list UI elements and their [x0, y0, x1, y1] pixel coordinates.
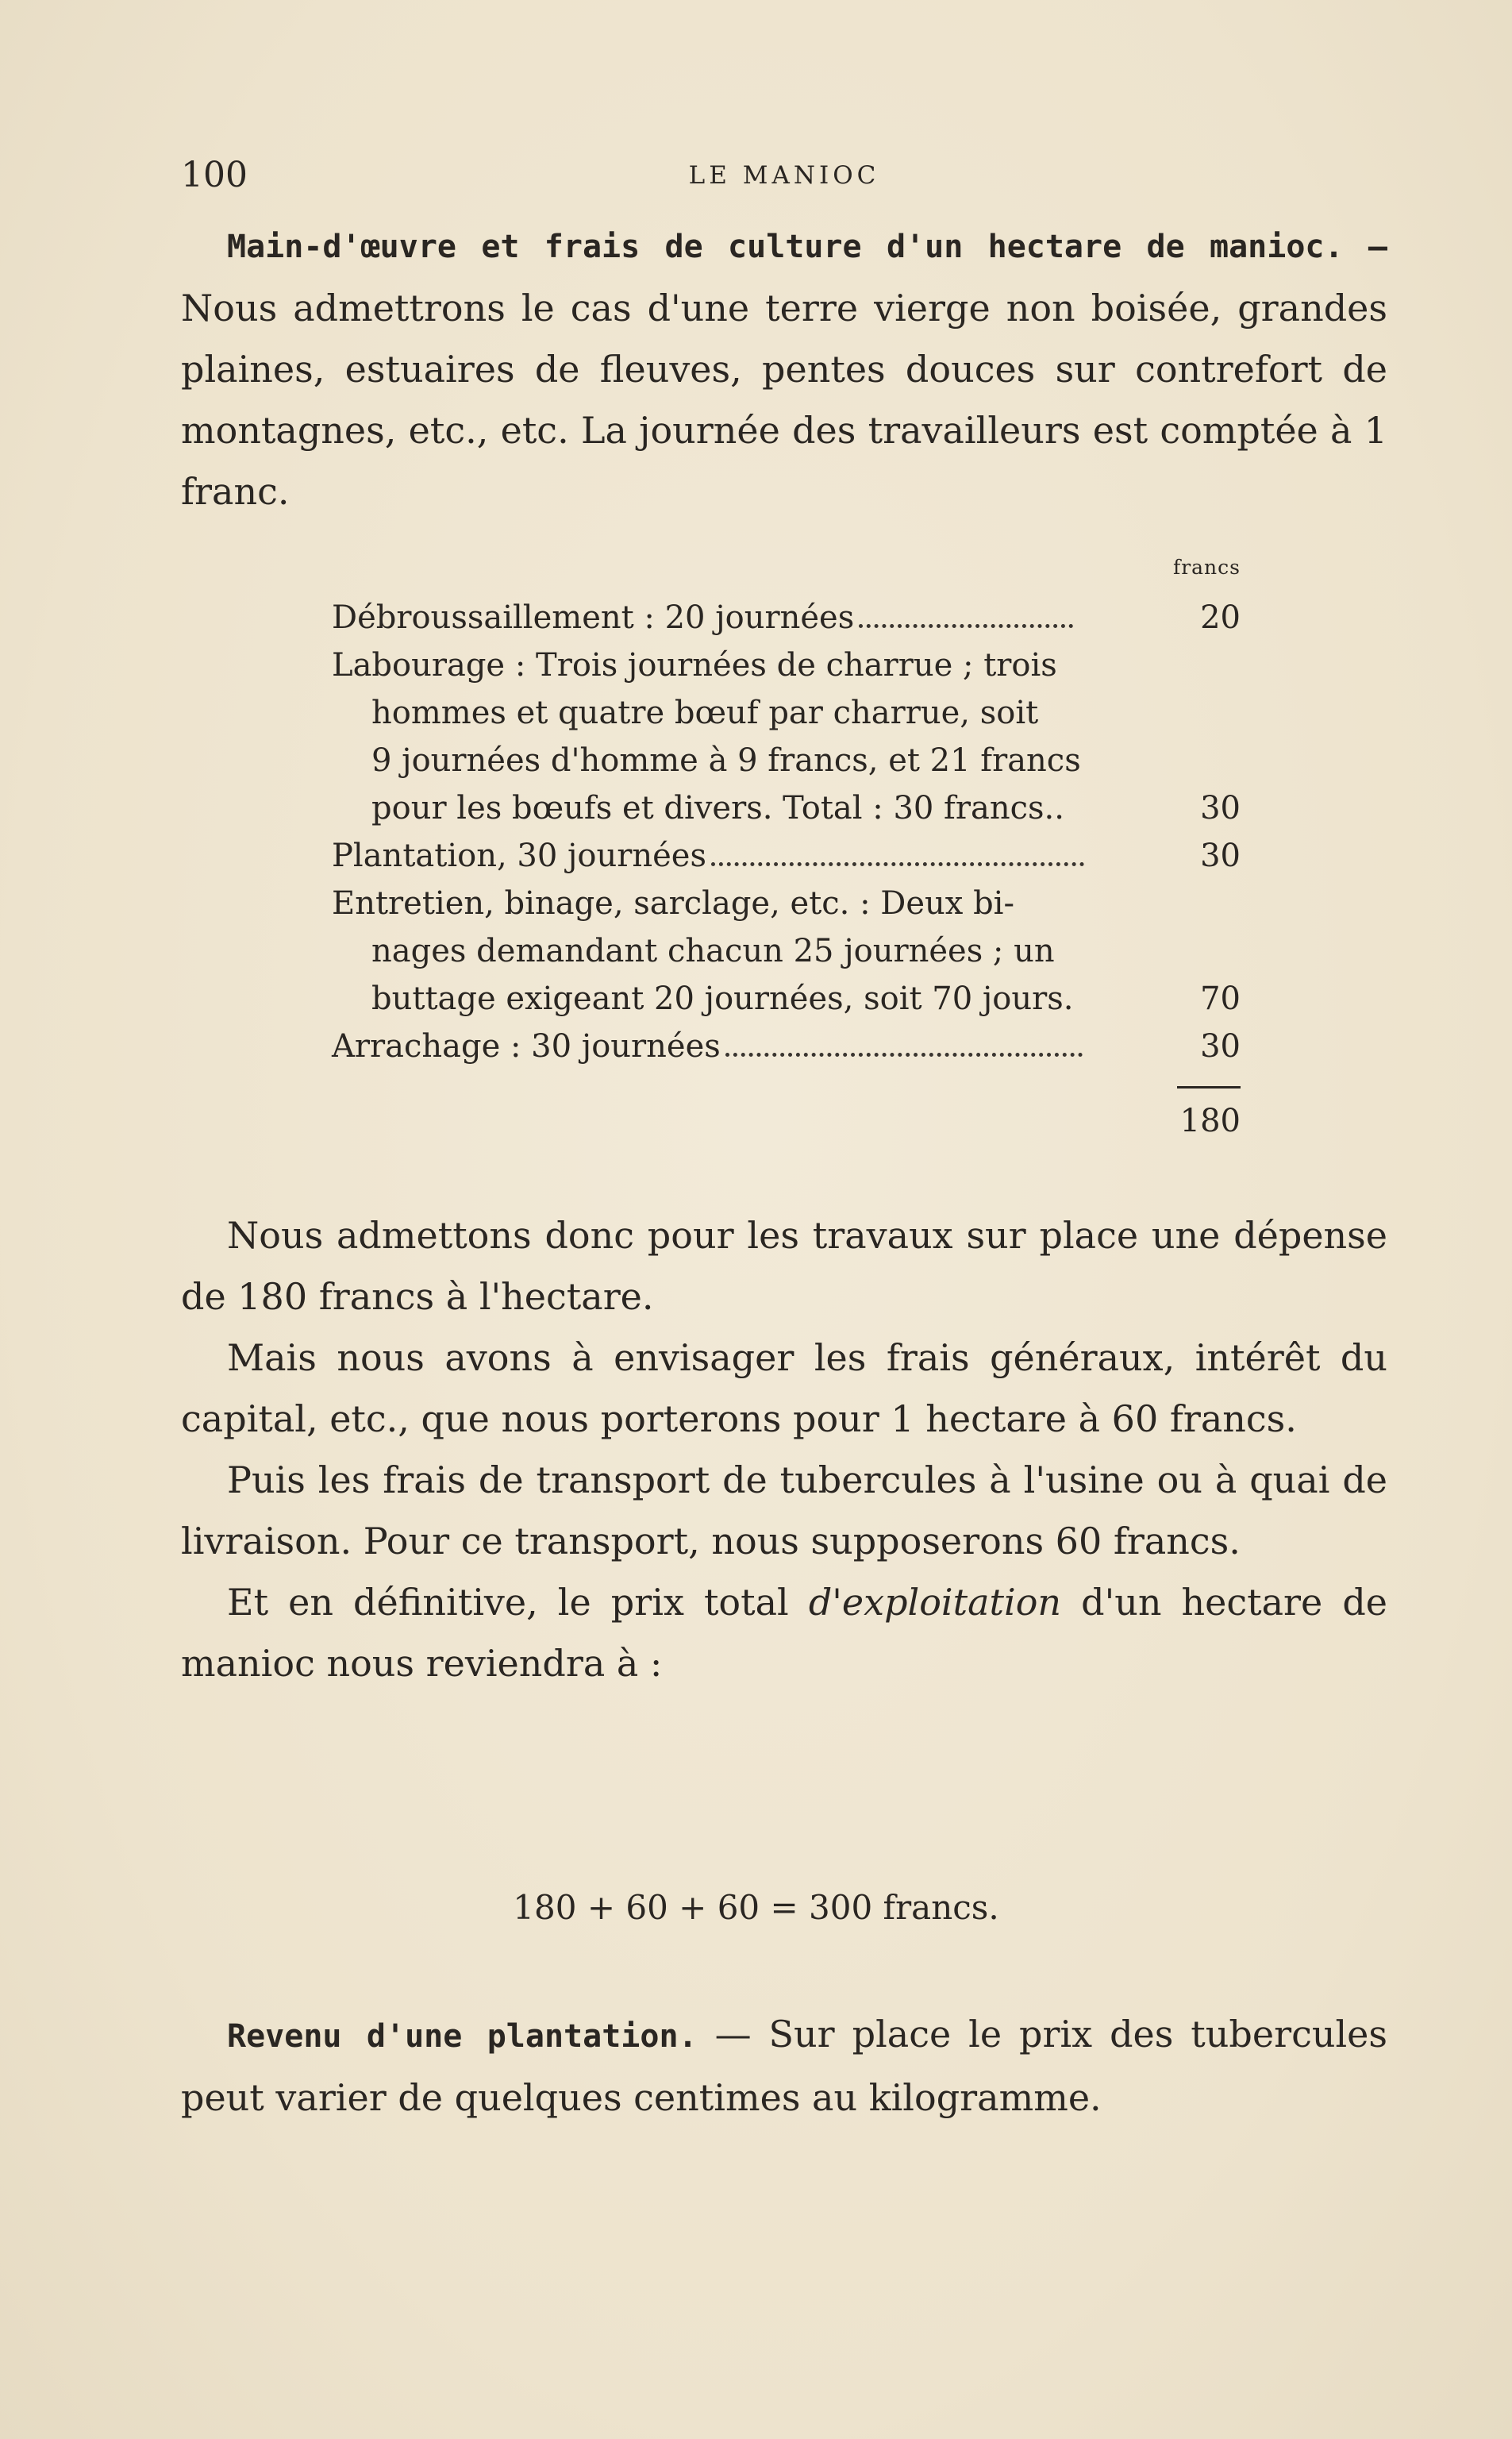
italic-exploitation: d'exploitation [808, 1581, 1062, 1624]
table-row [332, 1023, 1241, 1070]
paragraph-transport: Puis les frais de transport de tubercules à l'usine ou à quai de livraison. Pour ce transport, nous supposerons 60 francs. [181, 1458, 1387, 1562]
intro-paragraph [181, 214, 1387, 522]
page-header [181, 155, 1387, 202]
section-heading-labor: Main-d'œuvre et frais de culture d'un hectare de manioc. — [227, 229, 1387, 265]
paragraph-overheads: Mais nous avons à envisager les frais généraux, intérêt du capital, etc., que nous porterons pour 1 hectare à 60 francs. [181, 1336, 1387, 1440]
row-amount: 70 [1200, 981, 1241, 1017]
paragraph-total-price: Et en définitive, le prix total d'exploitation d'un hectare de manioc nous reviendra à : [181, 1581, 1387, 1685]
intro-body: Nous admettrons le cas d'une terre vierge non boisée, grandes plaines, estuaires de fleuves, pentes douces sur contrefort de montagnes, etc., etc. La journée des travailleurs est comptée à 1 franc. [181, 287, 1387, 513]
row-label: Plantation, 30 journées [332, 832, 1241, 880]
sum-rule [1177, 1086, 1241, 1088]
table-row [332, 642, 1241, 832]
revenue-body: — Sur place le prix des tubercules peut varier de quelques centimes au kilogramme. [181, 2013, 1388, 2119]
cost-equation: 180 + 60 + 60 = 300 francs. [513, 1888, 999, 1927]
table-row [332, 594, 1241, 642]
paragraph-work-cost: Nous admettons donc pour les travaux sur place une dépense de 180 francs à l'hectare. [181, 1214, 1387, 1318]
unit-header: francs [1172, 556, 1241, 579]
running-head: LE MANIOC [688, 161, 880, 190]
row-amount: 30 [1200, 1028, 1241, 1065]
row-amount: 30 [1200, 790, 1241, 826]
row-label: Entretien, binage, sarclage, etc. : Deux bi- nages demandant chacun 25 journées ; un buttage exigeant 20 journées, soit 70 jours. [332, 885, 1074, 1017]
body-text [181, 1205, 1387, 1694]
table-row [332, 880, 1241, 1023]
row-amount: 20 [1200, 599, 1241, 636]
row-label: Débroussaillement : 20 journées [332, 594, 1241, 642]
table-row [332, 832, 1241, 880]
revenue-paragraph [181, 2004, 1387, 2129]
page-number: 100 [181, 155, 248, 195]
dot-leader [859, 624, 1073, 628]
row-amount: 30 [1200, 838, 1241, 874]
dot-leader [711, 862, 1084, 866]
dot-leader [725, 1053, 1083, 1057]
table-total: 180 [1179, 1103, 1241, 1139]
section-heading-revenue: Revenu d'une plantation. [227, 2018, 698, 2055]
row-label: Arrachage : 30 journées [332, 1023, 1241, 1070]
row-label: Labourage : Trois journées de charrue ; trois hommes et quatre bœuf par charrue, soit 9 journées d'homme à 9 francs, et 21 francs pour les bœufs et divers. Total : 30 francs.. [332, 647, 1081, 826]
